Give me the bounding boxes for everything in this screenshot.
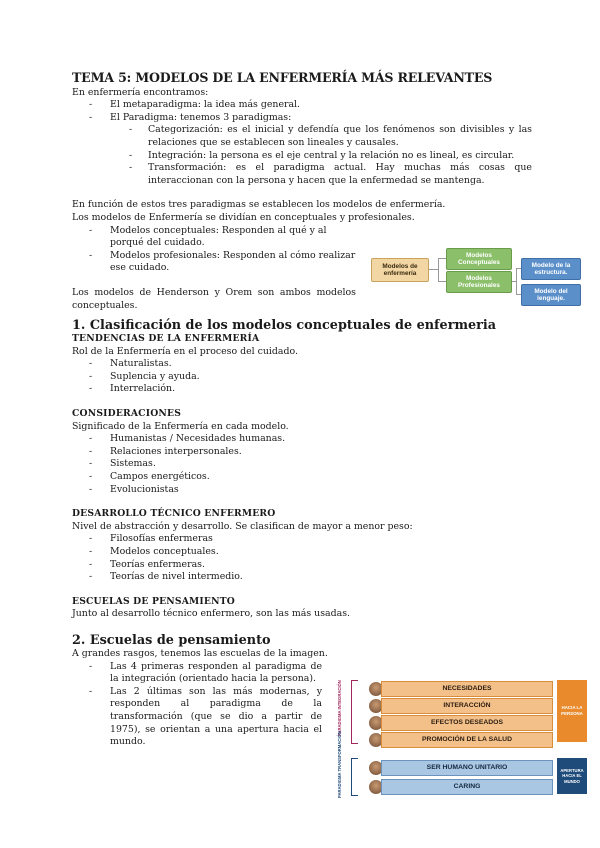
document-page — [72, 72, 532, 749]
diagram-language-node: Modelo del lenguaje. — [521, 284, 581, 306]
school-needs: NECESIDADES — [381, 681, 553, 697]
list-item: - Modelos conceptuales: Responden al qué y al porqué del cuidado. — [72, 225, 356, 250]
consideraciones-heading: CONSIDERACIONES — [72, 408, 182, 420]
escuelas-desc: Junto al desarrollo técnico enfermero, son las más usadas. — [72, 608, 350, 620]
list-item: - Naturalistas. — [72, 358, 532, 371]
models-list — [72, 225, 356, 275]
school-caring: CARING — [381, 779, 553, 795]
diagram-root-node: Modelos de enfermería — [371, 258, 429, 282]
list-item: - Teorías enfermeras. — [72, 559, 532, 572]
models-paragraph-1: En función de estos tres paradigmas se establecen los modelos de enfermería. — [72, 199, 446, 211]
list-item: - Teorías de nivel intermedio. — [72, 571, 532, 584]
paradigm-list — [110, 124, 532, 187]
consideraciones-list — [72, 433, 532, 496]
list-item: - Las 4 primeras responden al paradigma de la integración (orientado hacia la persona). — [72, 661, 322, 686]
toward-world-label: APERTURA HACIA EL MUNDO — [557, 758, 587, 794]
toward-person-label: HACIA LA PERSONA — [557, 680, 587, 742]
models-note: Los modelos de Henderson y Orem son ambos modelos conceptuales. — [72, 286, 356, 311]
list-item: - Evolucionistas — [72, 484, 532, 497]
list-item: - Transformación: es el paradigma actual. Hay muchas más cosas que interaccionan con la persona y hacen que la enfermedad se mantenga. — [110, 162, 532, 187]
list-item: - Integración: la persona es el eje central y la relación no es lineal, es circular. — [110, 150, 532, 163]
list-item: - Interrelación. — [72, 383, 532, 396]
transformation-paradigm-label: PARADIGMA TRANSFORMACIÓN — [337, 731, 342, 798]
models-paragraph-2: Los modelos de Enfermería se dividían en conceptuales y profesionales. — [72, 211, 415, 223]
school-interaction: INTERACCIÓN — [381, 698, 553, 714]
section-2-desc: A grandes rasgos, tenemos las escuelas de la imagen. — [72, 647, 328, 659]
intro-list — [72, 99, 532, 187]
list-item: - Humanistas / Necesidades humanas. — [72, 433, 532, 446]
escuelas-heading: ESCUELAS DE PENSAMIENTO — [72, 595, 235, 607]
intro-text: En enfermería encontramos: — [72, 86, 209, 98]
section-1-heading: 1. Clasificación de los modelos conceptuales de enfermeria — [72, 318, 497, 334]
school-health-promotion: PROMOCIÓN DE LA SALUD — [381, 732, 553, 748]
list-item: - Suplencia y ayuda. — [72, 371, 532, 384]
school-desired-effects: EFECTOS DESEADOS — [381, 715, 553, 731]
desarrollo-heading: DESARROLLO TÉCNICO ENFERMERO — [72, 508, 276, 520]
schools-diagram — [333, 676, 588, 796]
list-item: - Modelos conceptuales. — [72, 546, 532, 559]
diagram-conceptual-node: Modelos Conceptuales — [446, 248, 512, 270]
list-item: - Las 2 últimas son las más modernas, y responden al paradigma de la transformación (que se dio a partir de 1975), se orientan a una apertura hacia el mundo. — [72, 686, 322, 749]
list-item: - El metaparadigma: la idea más general. — [72, 99, 532, 112]
tendencias-list — [72, 358, 532, 396]
tendencias-heading: TENDENCIAS DE LA ENFERMERÍA — [72, 333, 260, 345]
diagram-structure-node: Modelo de la estructura. — [521, 258, 581, 280]
transformation-bracket — [351, 758, 358, 796]
list-item: - Relaciones interpersonales. — [72, 446, 532, 459]
tendencias-desc: Rol de la Enfermería en el proceso del cuidado. — [72, 345, 298, 357]
list-item — [72, 112, 532, 188]
integration-paradigm-label: PARADIGMA INTEGRACIÓN — [337, 680, 342, 736]
desarrollo-list — [72, 533, 532, 583]
section-2-heading: 2. Escuelas de pensamiento — [72, 632, 271, 648]
list-item-label: El Paradigma: tenemos 3 paradigmas: — [110, 111, 292, 123]
integration-bracket — [351, 680, 358, 744]
list-item: - Categorización: es el inicial y defendía que los fenómenos son divisibles y las relaciones que se establecen son lineales y causales. — [110, 124, 532, 149]
section-2-list — [72, 661, 322, 749]
desarrollo-desc: Nivel de abstracción y desarrollo. Se clasifican de mayor a menor peso: — [72, 520, 413, 532]
page-title: TEMA 5: MODELOS DE LA ENFERMERÍA MÁS RELEVANTES — [72, 70, 493, 85]
models-diagram — [371, 248, 583, 308]
consideraciones-desc: Significado de la Enfermería en cada modelo. — [72, 420, 289, 432]
list-item: - Filosofías enfermeras — [72, 533, 532, 546]
list-item: - Modelos profesionales: Responden al cómo realizar ese cuidado. — [72, 250, 356, 275]
list-item: - Campos energéticos. — [72, 471, 532, 484]
school-unitary-human: SER HUMANO UNITARIO — [381, 760, 553, 776]
list-item: - Sistemas. — [72, 458, 532, 471]
diagram-professional-node: Modelos Profesionales — [446, 271, 512, 293]
